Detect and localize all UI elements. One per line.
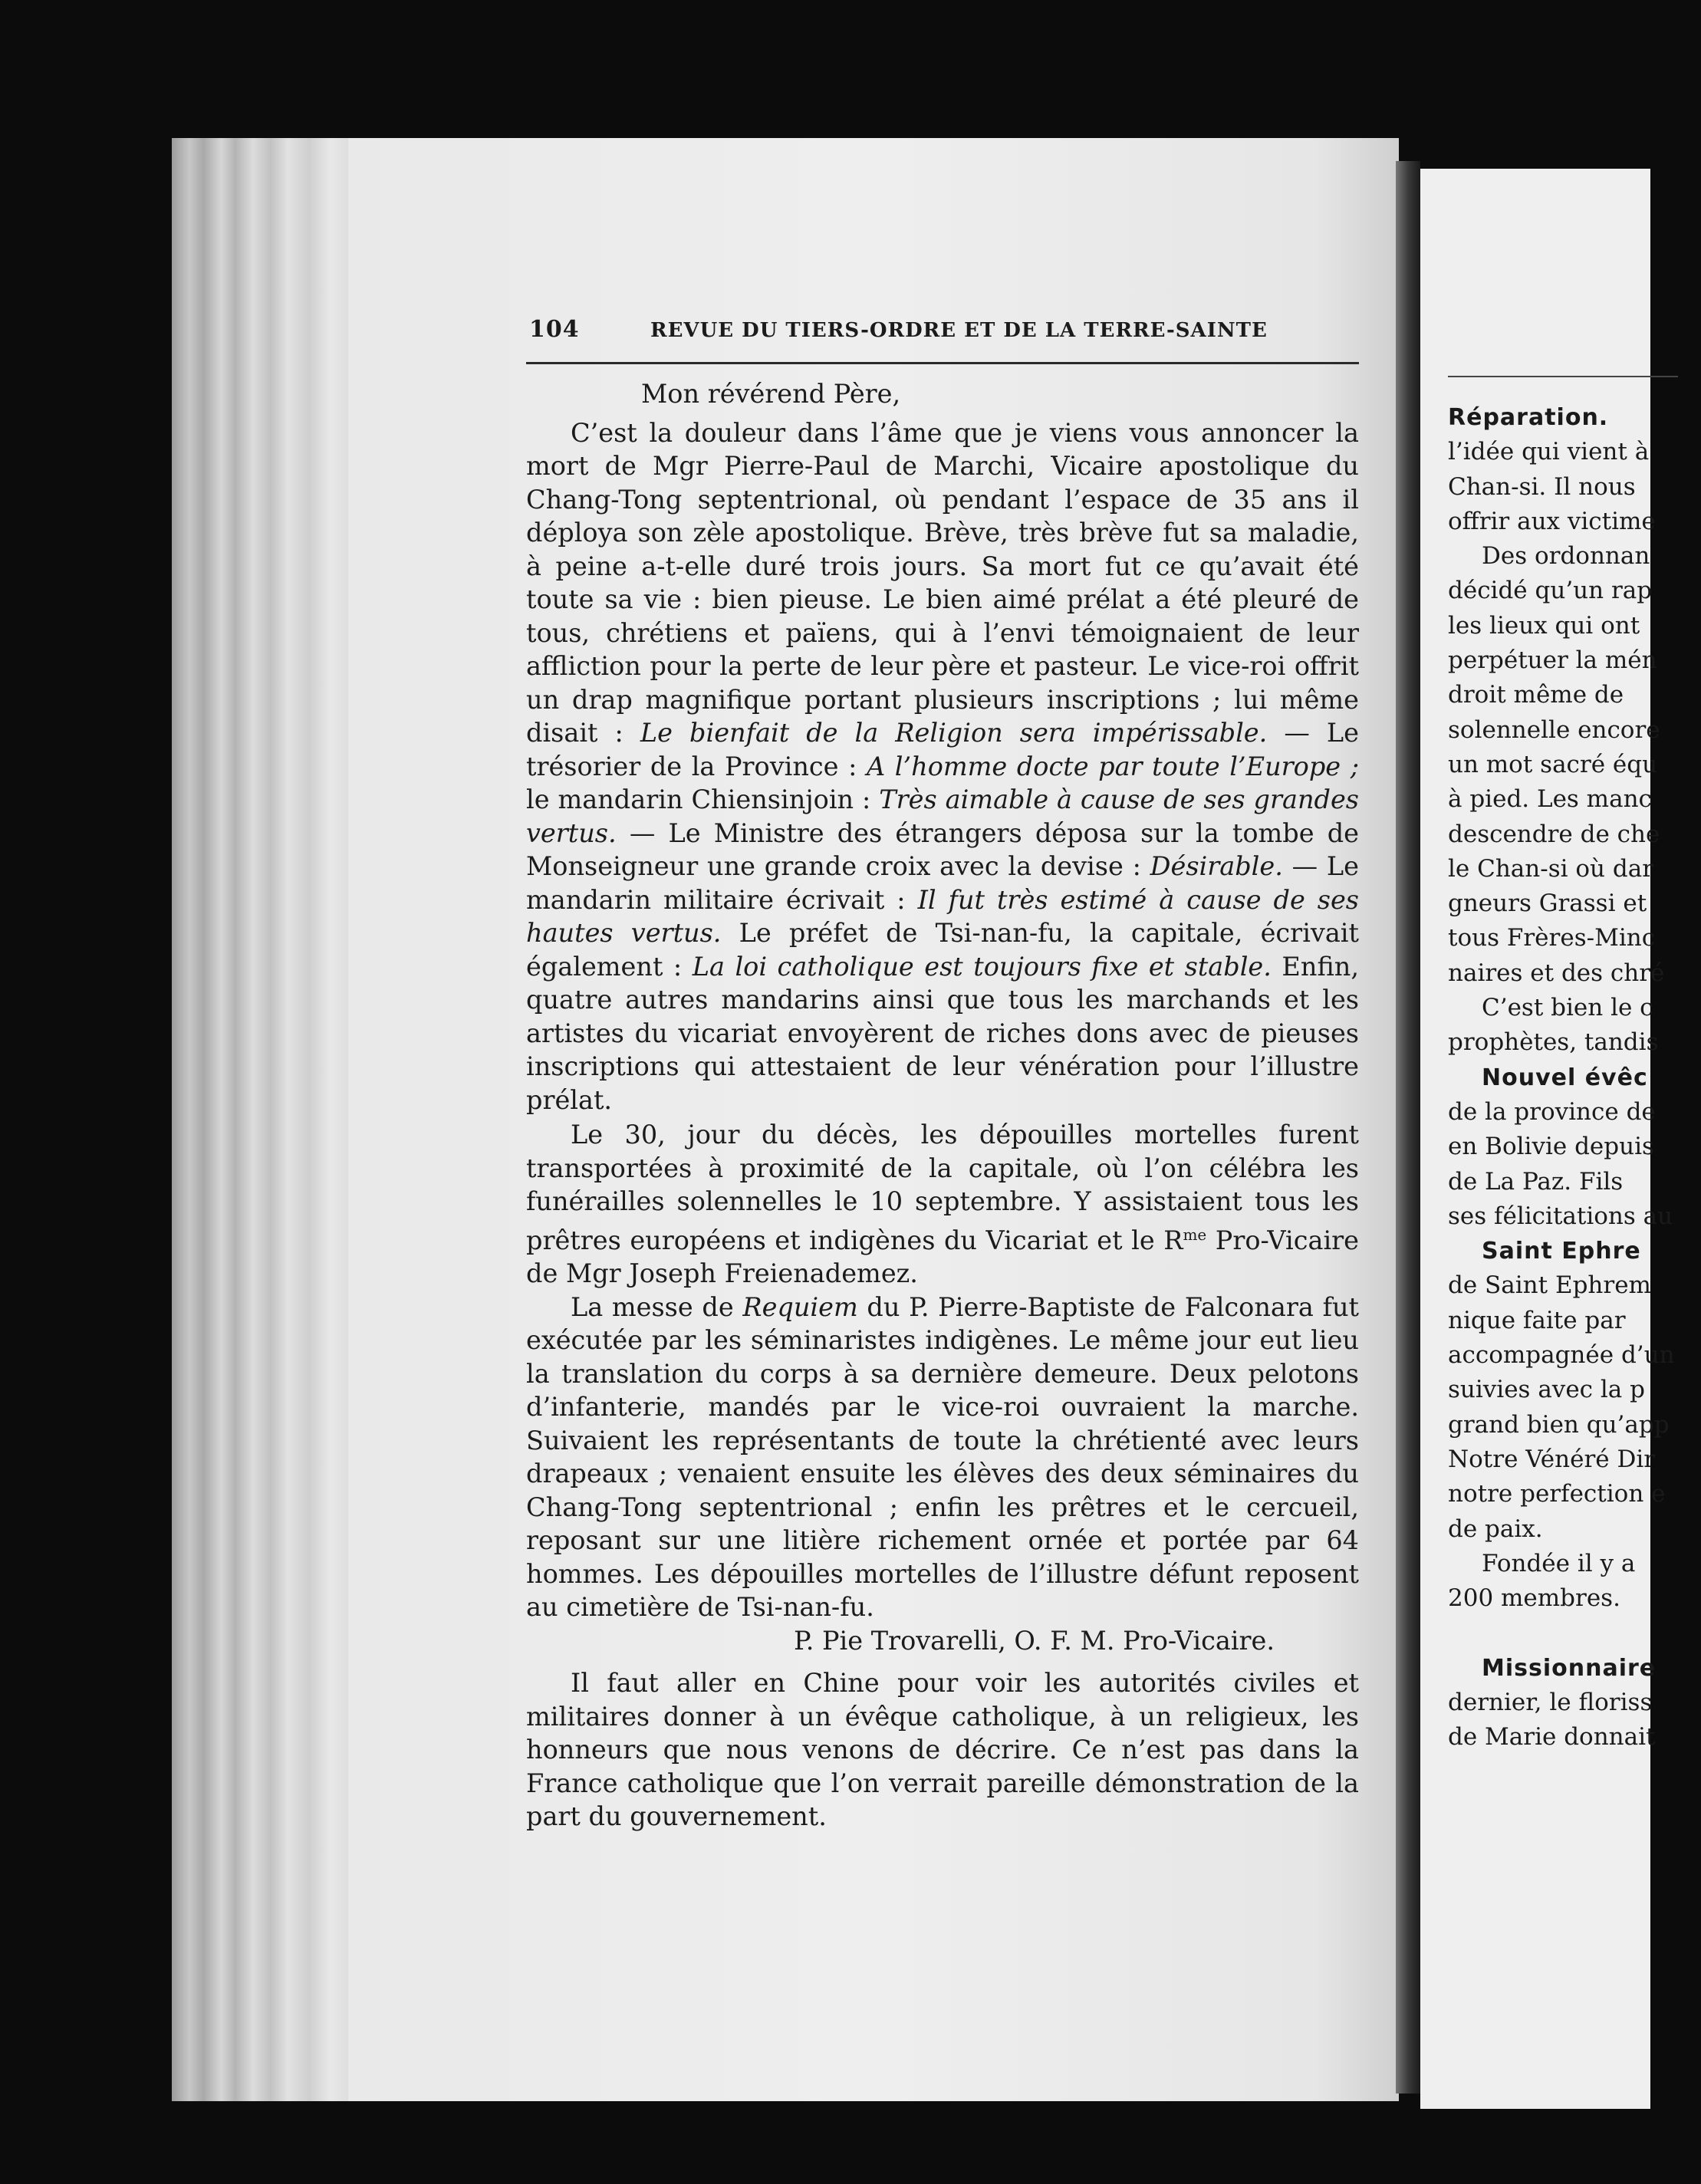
right-line: ses félicitations au	[1448, 1202, 1673, 1230]
right-line: notre perfection e	[1448, 1480, 1666, 1508]
right-line: Réparation.	[1448, 404, 1609, 431]
right-line: naires et des chré	[1448, 959, 1665, 987]
right-line: accompagnée d’un	[1448, 1341, 1675, 1370]
right-line: perpétuer la mén	[1448, 646, 1657, 675]
right-header-rule	[1448, 376, 1678, 377]
right-line: descendre de che	[1448, 820, 1660, 848]
book-gutter	[1396, 161, 1420, 2094]
left-page	[348, 138, 1399, 2101]
journal-title: REVUE DU TIERS-ORDRE ET DE LA TERRE-SAINTE	[650, 319, 1268, 342]
right-line: Notre Vénéré Dir	[1448, 1445, 1656, 1473]
right-line	[1448, 1616, 1701, 1650]
right-line: tous Frères-Minc	[1448, 924, 1656, 952]
right-line: de La Paz. Fils	[1448, 1167, 1624, 1196]
right-line: prophètes, tandis	[1448, 1028, 1659, 1057]
right-line: Nouvel évêc	[1482, 1064, 1648, 1091]
right-line: le Chan-si où dar	[1448, 854, 1654, 883]
right-line: C’est bien le c	[1482, 994, 1653, 1022]
page-edge-stack	[172, 138, 348, 2101]
paragraph-commentary: Il faut aller en Chine pour voir les autorités civiles et militaires donner à un évêque catholique, à un religieux, les honneurs que nous venons de décrire. Ce n’est pas dans la France catholique que l’on verrait pareille démonstration de la part du gouvernement.	[526, 1668, 1359, 1832]
right-line: un mot sacré équ	[1448, 750, 1658, 778]
right-line: de la province de	[1448, 1097, 1656, 1126]
right-line: nique faite par	[1448, 1306, 1626, 1334]
header-rule	[526, 362, 1359, 364]
right-line: Saint Ephre	[1482, 1238, 1641, 1265]
right-line: Chan-si. Il nous	[1448, 472, 1636, 501]
right-line: de paix.	[1448, 1515, 1543, 1543]
right-line: à pied. Les manc	[1448, 785, 1652, 814]
right-line: les lieux qui ont	[1448, 611, 1640, 640]
right-line: 200 membres.	[1448, 1584, 1620, 1613]
right-line: suivies avec la p	[1448, 1376, 1645, 1404]
right-line: grand bien qu’app	[1448, 1410, 1670, 1439]
paragraph-funeral: Le 30, jour du décès, les dépouilles mortelles furent transportées à proximité de la capitale, où l’on célébra les funérailles solennelles le 10 septembre. Y assistaient tous les prêtres européens et indigènes du Vicariat et le $R^{me}$ Pro-Vicaire de Mgr Joseph Freienademez.	[526, 1120, 1360, 1289]
paragraph-announcement: C’est la douleur dans l’âme que je viens vous annoncer la mort de Mgr Pierre-Paul de Marchi, Vicaire apostolique du Chang-Tong septentrional, où pendant l’espace de 35 ans il déploya son zèle apostolique. Brève, très brève fut sa maladie, à peine a-t-elle duré trois jours. Sa mort fut ce qu’avait été toute sa vie : bien pieuse. Le bien aimé prélat a été pleuré de tous, chrétiens et païens, qui à l’envi témoignaient de leur affliction pour la perte de leur père et pasteur. Le vice-roi offrit un drap magnifique portant plusieurs inscriptions ; lui même disait : Le bienfait de la Religion sera impérissable. — Le trésorier de la Province : A l’homme docte par toute l’Europe ; le mandarin Chiensinjoin : Très aimable à cause de ses grandes vertus. — Le Ministre des étrangers déposa sur la tombe de Monseigneur une grande croix avec la devise : Désirable. — Le mandarin militaire écrivait : Il fut très estimé à cause de ses hautes vertus. Le préfet de Tsi-nan-fu, la capitale, écrivait également : La loi catholique est toujours fixe et stable. Enfin, quatre autres mandarins ainsi que tous les marchands et les artistes du vicariat envoyèrent de riches dons avec de pieuses inscriptions qui attestaient de leur vénération pour l’illustre prélat.	[526, 417, 1360, 1115]
page-number: 104	[529, 316, 580, 343]
paragraph-requiem: La messe de Requiem du P. Pierre-Baptiste de Falconara fut exécutée par les séminaristes indigènes. Le même jour eut lieu la translation du corps à sa dernière demeure. Deux pelotons d’infanterie, mandés par le vice-roi ouvraient la marche. Suivaient les représentants de toute la chrétienté avec leurs drapeaux ; venaient ensuite les élèves des deux séminaires du Chang-Tong septentrional ; enfin les prêtres et le cercueil, reposant sur une litière richement ornée et portée par 64 hommes. Les dépouilles mortelles de l’illustre défunt reposent au cimetière de Tsi-nan-fu.	[526, 1291, 1359, 1623]
right-line: Fondée il y a	[1482, 1549, 1636, 1577]
right-line: dernier, le floriss	[1448, 1688, 1653, 1716]
right-line: en Bolivie depuis	[1448, 1133, 1654, 1161]
right-line: de Saint Ephrem	[1448, 1271, 1651, 1300]
letter-body	[526, 377, 1359, 1834]
right-page-fragment	[1420, 169, 1675, 2109]
salutation: Mon révérend Père,	[641, 379, 901, 409]
right-line: Des ordonnan	[1482, 542, 1650, 571]
right-line: l’idée qui vient à	[1448, 438, 1650, 466]
running-head	[529, 316, 1342, 354]
right-column-text	[1448, 400, 1701, 1755]
right-line: décidé qu’un rap	[1448, 577, 1653, 605]
right-line: droit même de	[1448, 681, 1624, 709]
signature: P. Pie Trovarelli, O. F. M. Pro-Vicaire.	[793, 1625, 1275, 1656]
right-line: offrir aux victime	[1448, 507, 1656, 535]
right-line: de Marie donnait	[1448, 1723, 1656, 1751]
right-line: gneurs Grassi et	[1448, 890, 1647, 918]
right-line: solennelle encore	[1448, 715, 1660, 744]
right-line: Missionnaire	[1482, 1654, 1657, 1682]
